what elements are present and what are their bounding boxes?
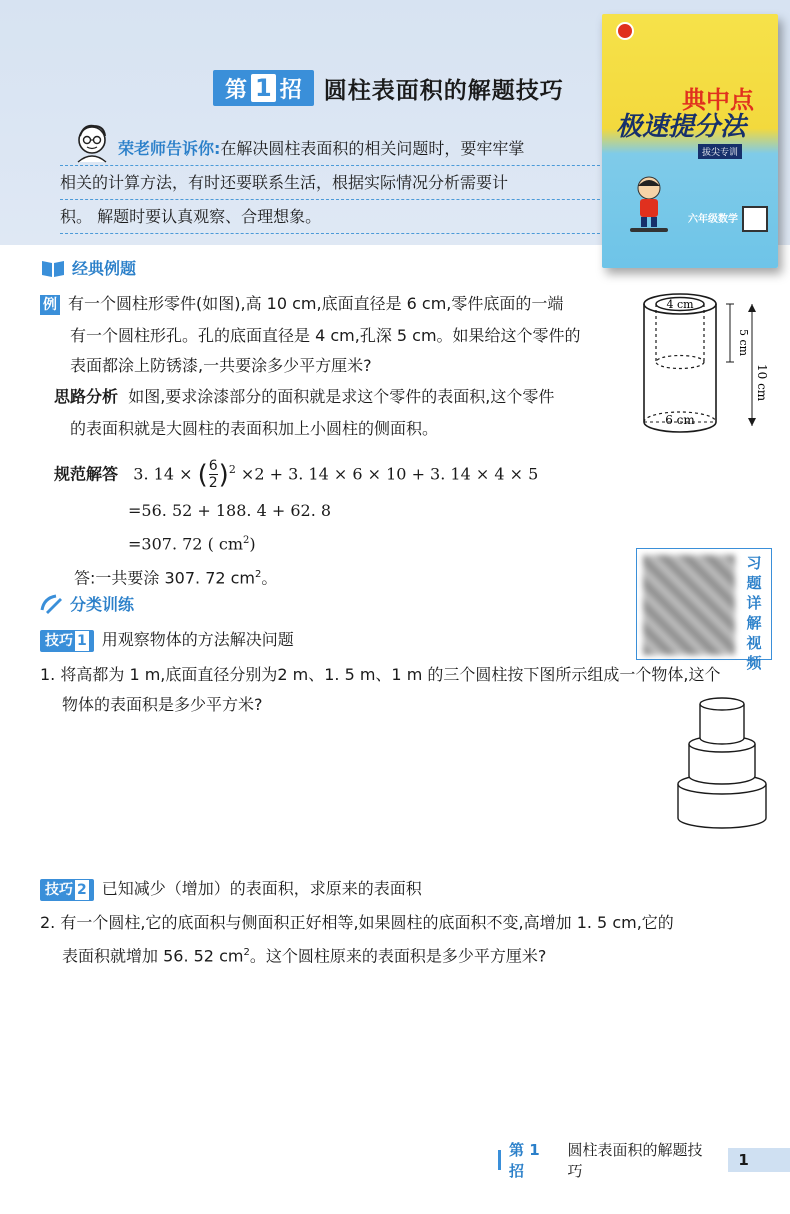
skill-1-prefix: 技巧 [45,633,73,649]
solution-pre: 3. 14 × [133,464,193,484]
book-brand: 典中点 [682,86,754,114]
solution-line-2: =56. 52 + 188. 4 + 62. 8 [128,501,332,520]
example-question-line-2: 有一个圆柱形孔。孔的底面直径是 4 cm,孔深 5 cm。如果给这个零件的 [70,326,581,345]
pencil-ruler-icon [40,594,64,614]
chapter-title [213,68,564,108]
teacher-tip [60,132,610,234]
solution-exponent: 2 [228,463,236,476]
badge-suffix: 招 [279,77,302,103]
question-2-line-1: 2. 有一个圆柱,它的底面积与侧面积正好相等,如果圆柱的底面积不变,高增加 1. 5 cm,它的 [40,913,674,932]
example-badge: 例 [40,295,60,315]
example-heading-text: 经典例题 [72,259,137,278]
solution-rest: ×2 + 3. 14 × 6 × 10 + 3. 14 × 4 × 5 [240,464,539,484]
question-2-sup: 2 [243,947,250,958]
book-cover [602,14,778,268]
qr-code-icon[interactable] [643,555,735,655]
answer-line [74,562,277,591]
skill-1-title: 用观察物体的方法解决问题 [101,630,294,649]
tip-text-1: 在解决圆柱表面积的相关问题时，要牢牢掌 [220,139,525,158]
tip-line-2 [60,166,610,200]
book-subtitle: 拔尖专训 [698,144,742,159]
question-2-line-2 [62,940,546,969]
solution-line-3 [128,528,256,557]
video-label: 习题详解视频 [746,554,762,672]
fig-label-hole: 5 cm [737,329,750,357]
example-section-heading [40,256,136,279]
tip-label: 荣老师告诉你: [118,139,221,158]
skill-2-title: 已知减少（增加）的表面积，求原来的表面积 [101,879,422,898]
example-question-line-3: 表面都涂上防锈漆,一共要涂多少平方厘米? [70,356,372,375]
training-heading-text: 分类训练 [70,595,135,614]
paren-left: ( [197,459,208,490]
page-footer [498,1141,790,1180]
book-qr-icon [742,206,768,232]
question-2-line-2-a: 表面积就增加 56. 52 cm [62,946,244,966]
footer-title: 圆柱表面积的解题技巧 [567,1141,703,1180]
solution-line-3-sup: 2 [243,535,250,546]
skill-2-heading [40,876,422,902]
stacked-cylinders-figure [670,692,774,830]
fraction-numerator: 6 [208,458,218,475]
book-grade: 六年级数学 [688,214,738,225]
example-q1: 有一个圆柱形零件(如图),高 10 cm,底面直径是 6 cm,零件底面的一端 [68,294,564,313]
answer-end: 。 [261,568,278,588]
solution-line-1 [54,455,538,491]
tip-line-3 [60,200,610,234]
skill-2-prefix: 技巧 [45,882,73,898]
tip-line-1 [60,132,610,166]
solution-line-3-text: =307. 72 ( cm [128,534,244,554]
training-section-heading [40,592,134,615]
footer-bar [498,1150,501,1170]
fig-label-bottom: 6 cm [665,413,695,427]
chapter-badge [213,70,314,106]
fraction [209,458,218,491]
badge-prefix: 第 [225,77,248,103]
skill-2-badge [40,879,94,901]
tip-text-3: 积。 解题时要认真观察、合理想象。 [60,207,322,226]
book-title: 极速提分法 [616,112,747,142]
answer-text: 答:一共要涂 307. 72 cm [74,568,256,588]
page-title: 圆柱表面积的解题技巧 [323,77,564,104]
cartoon-kid-icon [626,174,672,234]
solution-line-3-end: ) [249,534,256,554]
example-question-line-1 [40,291,563,317]
analysis-line-2: 的表面积就是大圆柱的表面积加上小圆柱的侧面积。 [70,419,439,438]
question-1-line-1: 1. 将高都为 1 m,底面直径分别为2 m、1. 5 m、1 m 的三个圆柱按下图所示组成一个物体,这个 [40,665,721,684]
page-number: 1 [728,1148,790,1172]
analysis-label: 思路分析 [54,387,119,406]
fig-label-top: 4 cm [666,298,694,311]
badge-number: 1 [251,74,276,102]
analysis-line-1 [54,384,554,410]
skill-1-num: 1 [77,633,87,649]
fraction-denominator: 2 [208,475,218,492]
question-1-line-2: 物体的表面积是多少平方米? [62,695,263,714]
skill-1-badge [40,630,94,652]
footer-chapter: 第 1 招 [508,1141,540,1180]
analysis-text-1: 如图,要求涂漆部分的面积就是求这个零件的表面积,这个零件 [128,387,555,406]
skill-1-heading [40,627,294,653]
question-2-line-2-b: 。这个圆柱原来的表面积是多少平方厘米? [249,946,547,966]
paren-right: ) [218,459,229,490]
answer-sup: 2 [255,569,262,580]
fig-label-height: 10 cm [755,364,769,402]
solution-label: 规范解答 [54,464,119,484]
publisher-logo-icon [616,22,634,40]
cylinder-part-figure [640,286,770,446]
tip-text-2: 相关的计算方法，有时还要联系生活，根据实际情况分析需要计 [60,173,509,192]
skill-2-num: 2 [77,882,87,898]
open-book-icon [40,258,66,278]
video-qr-box[interactable] [636,548,772,672]
